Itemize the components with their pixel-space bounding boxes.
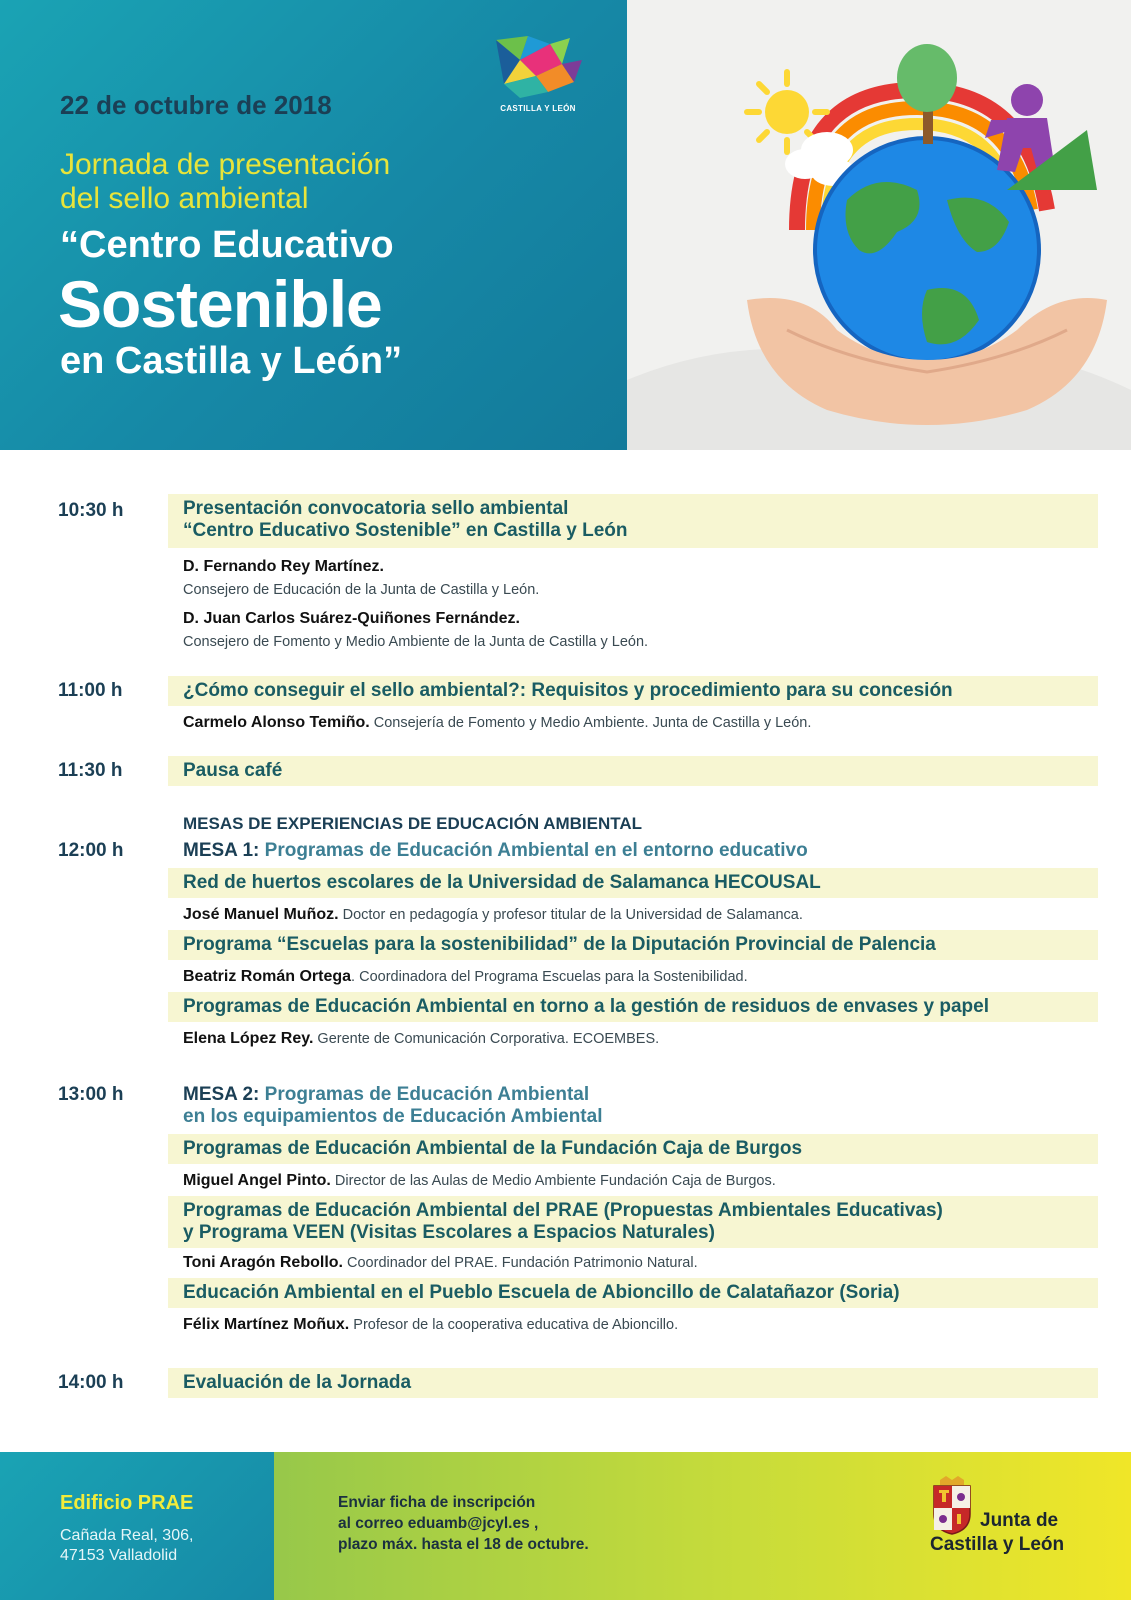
speaker-line — [183, 1172, 776, 1190]
session-bar — [168, 756, 1098, 786]
venue-address — [60, 1526, 193, 1566]
mesa-text: Programas de Educación Ambiental — [259, 1084, 590, 1105]
session-title — [183, 1200, 943, 1244]
junta-name-line-2: Castilla y León — [930, 1534, 1065, 1555]
event-subtitle — [60, 148, 580, 216]
time-1300: 13:00 h — [58, 1084, 124, 1105]
speaker-name-text: Carmelo Alonso Temiño. — [183, 714, 370, 731]
header-teal-panel — [0, 0, 627, 450]
speaker-name-text: José Manuel Muñoz. — [183, 906, 339, 923]
session-title-line: “Centro Educativo Sostenible” en Castilla y León — [183, 520, 628, 541]
speaker-line — [183, 714, 811, 732]
speaker-role-text: Profesor de la cooperativa educativa de Abioncillo. — [349, 1317, 679, 1333]
session-title: Programas de Educación Ambiental de la Fundación Caja de Burgos — [183, 1138, 803, 1159]
mesa-text: Programas de Educación Ambiental en el entorno educativo — [259, 840, 808, 861]
session-title: Pausa café — [183, 760, 283, 781]
venue-address-line: 47153 Valladolid — [60, 1547, 178, 1564]
junta-name-line-1: Junta de — [980, 1510, 1059, 1531]
speaker-line — [183, 1254, 698, 1272]
session-title: ¿Cómo conseguir el sello ambiental?: Requisitos y procedimiento para su concesión — [183, 680, 953, 701]
session-title-line: y Programa VEEN (Visitas Escolares a Espacios Naturales) — [183, 1222, 715, 1243]
time-1200: 12:00 h — [58, 840, 124, 861]
registration-line: al correo eduamb@jcyl.es , — [338, 1515, 539, 1532]
time-1130: 11:30 h — [58, 760, 123, 781]
time-1030: 10:30 h — [58, 500, 124, 521]
speaker-name-text: Miguel Angel Pinto. — [183, 1172, 331, 1189]
subtitle-line: del sello ambiental — [60, 182, 309, 215]
header-photo — [627, 0, 1131, 450]
junta-logo — [930, 1480, 1110, 1575]
session-title — [183, 498, 627, 542]
speaker-role-text: Consejería de Fomento y Medio Ambiente. Junta de Castilla y León. — [369, 715, 812, 731]
speaker-name-text: D. Juan Carlos Suárez-Quiñones Fernández. — [183, 610, 520, 627]
session-title: Programas de Educación Ambiental en torno a la gestión de residuos de envases y papel — [183, 996, 989, 1017]
mesa-number: MESA 2: — [183, 1084, 260, 1105]
speaker-role-text: Doctor en pedagogía y profesor titular de la Universidad de Salamanca. — [338, 907, 803, 923]
castilla-leon-logo — [490, 30, 586, 120]
speaker-line — [183, 906, 803, 924]
footer-venue-panel — [0, 1452, 274, 1600]
title-line-1: “Centro Educativo — [60, 224, 394, 266]
registration-info — [338, 1492, 589, 1555]
speaker-name — [183, 558, 384, 576]
speaker-name-text: D. Fernando Rey Martínez. — [183, 558, 384, 575]
mesa-line — [183, 1084, 602, 1106]
registration-line: Enviar ficha de inscripción — [338, 1494, 536, 1511]
mesa-1-title — [183, 840, 808, 862]
session-title: Red de huertos escolares de la Universidad de Salamanca HECOUSAL — [183, 872, 821, 893]
speaker-role-text: Director de las Aulas de Medio Ambiente Fundación Caja de Burgos. — [330, 1173, 776, 1189]
subtitle-line: Jornada de presentación — [60, 148, 391, 181]
logo-label: CASTILLA Y LEÓN — [500, 104, 576, 113]
speaker-name-text: Toni Aragón Rebollo. — [183, 1254, 343, 1271]
speaker-line — [183, 1030, 659, 1048]
castilla-leon-logo-icon — [490, 30, 586, 102]
footer — [0, 1452, 1131, 1600]
speaker-line — [183, 1316, 678, 1334]
speaker-name — [183, 610, 520, 628]
speaker-line — [183, 968, 748, 986]
mesa-text: en los equipamientos de Educación Ambiental — [183, 1106, 603, 1127]
speaker-role: Consejero de Educación de la Junta de Castilla y León. — [183, 582, 540, 598]
mesa-number: MESA 1: — [183, 840, 260, 861]
venue-name: Edificio PRAE — [60, 1492, 194, 1514]
header-banner — [0, 0, 1131, 450]
session-title: Educación Ambiental en el Pueblo Escuela de Abioncillo de Calatañazor (Soria) — [183, 1282, 900, 1303]
speaker-name-text: Elena López Rey. — [183, 1030, 314, 1047]
speaker-name-text: Félix Martínez Moñux. — [183, 1316, 350, 1333]
coat-of-arms-icon — [930, 1476, 974, 1536]
title-line-3: en Castilla y León” — [60, 340, 403, 382]
session-title: Programa “Escuelas para la sostenibilidad” de la Diputación Provincial de Palencia — [183, 934, 936, 955]
title-line-2: Sostenible — [58, 267, 382, 341]
hands-globe-illustration — [627, 0, 1131, 450]
venue-address-line: Cañada Real, 306, — [60, 1527, 194, 1544]
time-1400: 14:00 h — [58, 1372, 124, 1393]
registration-line: plazo máx. hasta el 18 de octubre. — [338, 1536, 589, 1553]
footer-registration-panel — [274, 1452, 1131, 1600]
event-date: 22 de octubre de 2018 — [60, 90, 332, 120]
speaker-role-text: Gerente de Comunicación Corporativa. ECOEMBES. — [313, 1031, 660, 1047]
speaker-role-text: . Coordinadora del Programa Escuelas para la Sostenibilidad. — [351, 969, 748, 985]
time-1100: 11:00 h — [58, 680, 123, 701]
section-heading: MESAS DE EXPERIENCIAS DE EDUCACIÓN AMBIENTAL — [183, 814, 643, 833]
session-title-line: Presentación convocatoria sello ambiental — [183, 498, 569, 519]
speaker-role-text: Coordinador del PRAE. Fundación Patrimonio Natural. — [342, 1255, 698, 1271]
speaker-role: Consejero de Fomento y Medio Ambiente de la Junta de Castilla y León. — [183, 634, 649, 650]
speaker-name-text: Beatriz Román Ortega — [183, 968, 352, 985]
mesa-2-title — [183, 1084, 602, 1128]
session-title-line: Programas de Educación Ambiental del PRAE (Propuestas Ambientales Educativas) — [183, 1200, 943, 1221]
session-title: Evaluación de la Jornada — [183, 1372, 412, 1393]
